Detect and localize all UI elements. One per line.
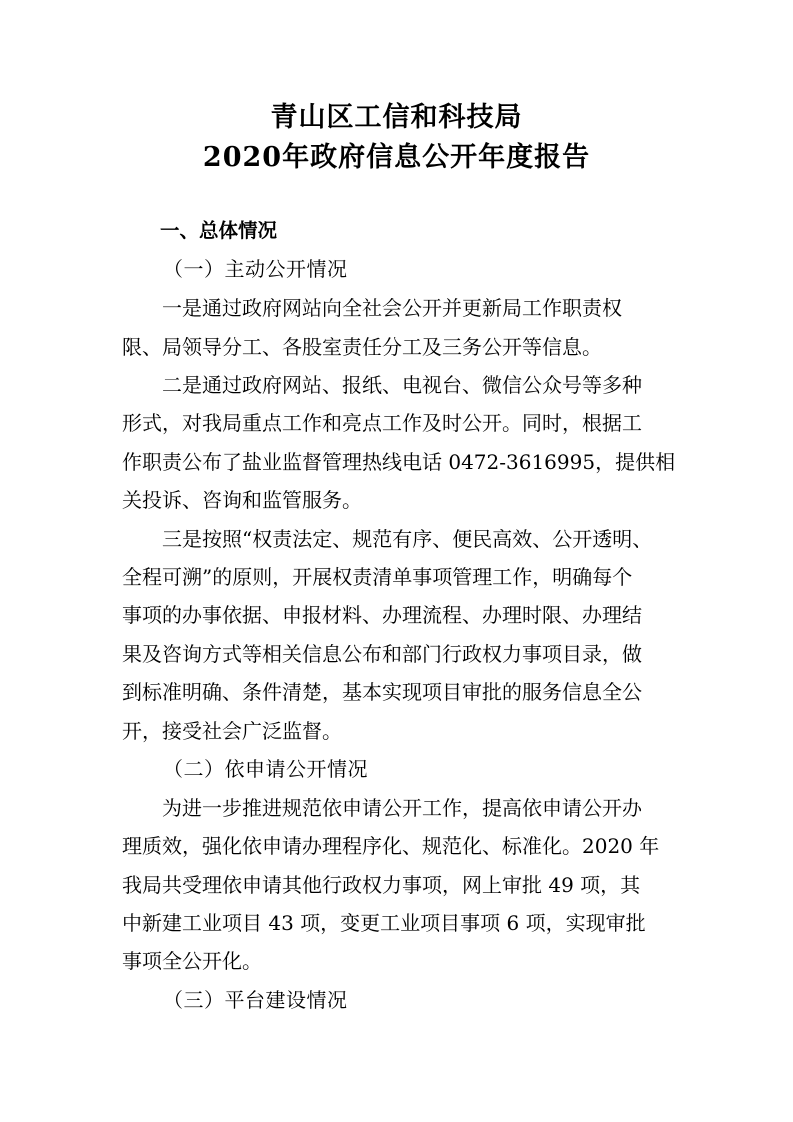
- paragraph-line: 我局共受理依申请其他行政权力事项，网上审批 49 项，其: [122, 873, 641, 897]
- paragraph-line: 果及咨询方式等相关信息公布和部门行政权力事项目录，做: [122, 642, 642, 666]
- paragraph-line: 形式，对我局重点工作和亮点工作及时公开。同时，根据工: [122, 411, 642, 435]
- paragraph-line: 二是通过政府网站、报纸、电视台、微信公众号等多种: [162, 373, 642, 397]
- paragraph-line: 为进一步推进规范依申请公开工作，提高依申请公开办: [162, 796, 642, 820]
- paragraph-line: 事项的办事依据、申报材料、办理流程、办理时限、办理结: [122, 603, 642, 627]
- paragraph-line: 关投诉、咨询和监管服务。: [122, 488, 362, 512]
- paragraph-line: 理质效，强化依申请办理程序化、规范化、标准化。2020 年: [122, 834, 660, 858]
- paragraph-line: 一是通过政府网站向全社会公开并更新局工作职责权: [162, 296, 622, 320]
- subsection-heading-on-request: （二）依申请公开情况: [163, 757, 368, 781]
- paragraph-line: 中新建工业项目 43 项，变更工业项目事项 6 项，实现审批: [122, 911, 646, 935]
- report-title-line-2: 2020年政府信息公开年度报告: [202, 142, 591, 173]
- paragraph-line: 全程可溯”的原则，开展权责清单事项管理工作，明确每个: [122, 565, 633, 589]
- subsection-heading-proactive: （一）主动公开情况: [163, 257, 348, 281]
- subsection-heading-platform: （三）平台建设情况: [163, 988, 348, 1012]
- paragraph-line: 到标准明确、条件清楚，基本实现项目审批的服务信息全公: [122, 680, 642, 704]
- paragraph-line: 限、局领导分工、各股室责任分工及三务公开等信息。: [122, 335, 602, 359]
- paragraph-line: 事项全公开化。: [122, 949, 262, 973]
- report-title-line-1: 青山区工信和科技局: [270, 102, 523, 133]
- section-heading-overview: 一、总体情况: [160, 219, 278, 242]
- paragraph-line: 三是按照“权责法定、规范有序、便民高效、公开透明、: [162, 527, 653, 551]
- paragraph-line: 开，接受社会广泛监督。: [122, 719, 342, 743]
- paragraph-line: 作职责公布了盐业监督管理热线电话 0472-3616995，提供相: [122, 450, 676, 474]
